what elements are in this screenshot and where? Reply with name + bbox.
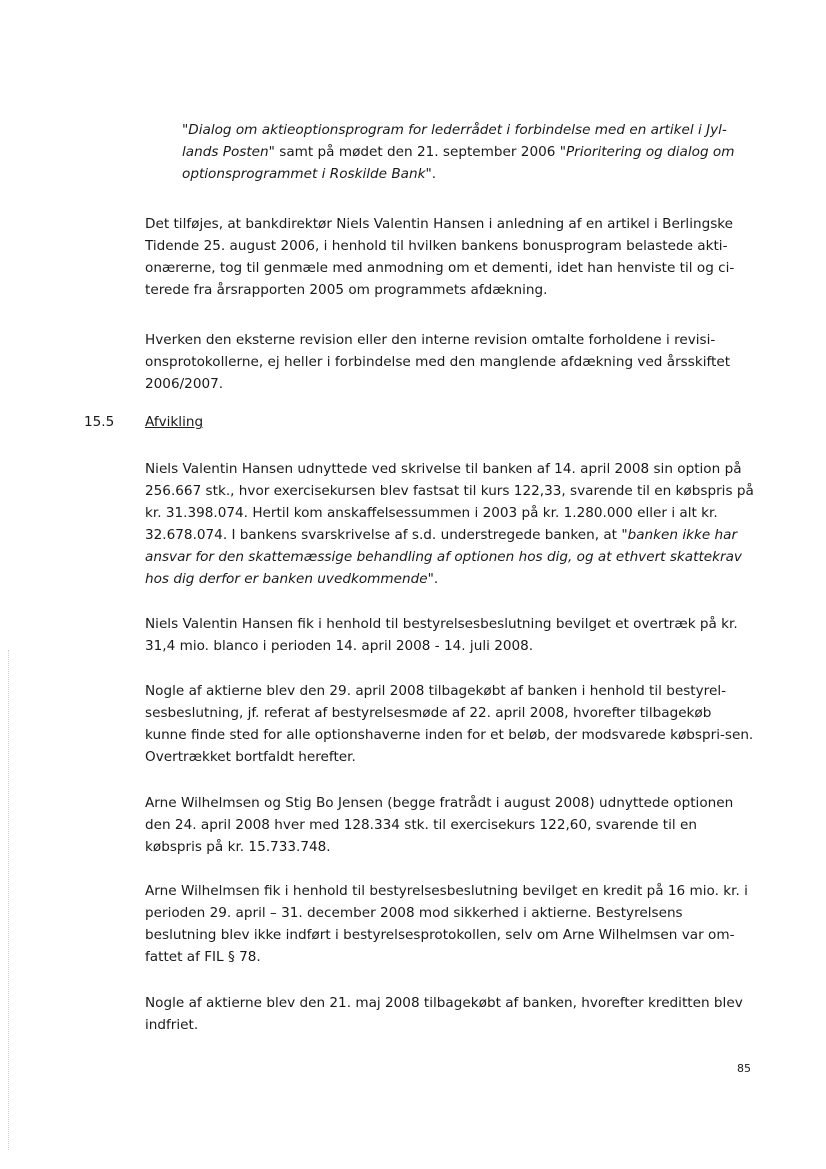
scan-edge-artifact xyxy=(8,650,9,1150)
paragraph-revision: Hverken den eksterne revision eller den interne revision omtalte forholdene i revisi-onsprotokollerne, ej heller i forbindelse med den manglende afdækning ved årsskiftet 2006/2007. xyxy=(145,332,731,392)
quote-connector: samt på mødet den 21. september 2006 xyxy=(274,144,560,160)
quote-title-1: "Dialog om aktieoptionsprogram for lederrådet i forbindelse med en artikel i Jyl-lands Posten" xyxy=(182,122,727,160)
p3-text: Niels Valentin Hansen udnyttede ved skrivelse til banken af 14. april 2008 sin option på 256.667 stk., hvor exercisekursen blev fastsat til kurs 122,33, svarende til en købspris på kr. 31.398.074. Hertil kom anskaffelsessummen i 2003 på kr. 1.280.000 eller i alt kr. 32.678.074. I bankens svarskrivelse af s.d. understregede banken, at xyxy=(145,461,754,543)
quote-title-2: "Prioritering og dialog om optionsprogrammet i Roskilde Bank" xyxy=(182,144,735,182)
p3-quote: "banken ikke har ansvar for den skattemæssige behandling af optionen hos dig, og at ethvert skattekrav hos dig derfor er banken uvedkommende" xyxy=(145,527,742,587)
paragraph-overdraft: Niels Valentin Hansen fik i henhold til bestyrelsesbeslutning bevilget et overtræk på kr. 31,4 mio. blanco i perioden 14. april 2008 - 14. juli 2008. xyxy=(145,616,738,654)
section-number: 15.5 xyxy=(84,414,115,430)
paragraph-bankdirektor-statement: Det tilføjes, at bankdirektør Niels Valentin Hansen i anledning af en artikel i Berlingske Tidende 25. august 2006, i henhold til hvilken bankens bonusprogram belastede akti-onærerne, tog til genmæle med anmodning om et dementi, idet han henviste til og ci-terede fra årsrapporten 2005 om programmets afdækning. xyxy=(145,216,735,298)
paragraph-wilhelmsen-jensen: Arne Wilhelmsen og Stig Bo Jensen (begge fratrådt i august 2008) udnyttede optionen den 24. april 2008 hver med 128.334 stk. til exercisekurs 122,60, svarende til en købspris på kr. 15.733.748. xyxy=(145,795,734,855)
paragraph-buyback-may: Nogle af aktierne blev den 21. maj 2008 tilbagekøbt af banken, hvorefter kreditten blev indfriet. xyxy=(145,995,743,1033)
quote-period: . xyxy=(431,166,437,182)
section-title: Afvikling xyxy=(145,414,204,430)
page-number: 85 xyxy=(737,1062,751,1075)
paragraph-option-exercise xyxy=(145,458,757,590)
p3-end: . xyxy=(433,571,439,587)
paragraph-buyback-april: Nogle af aktierne blev den 29. april 2008 tilbagekøbt af banken i henhold til bestyrel-sesbeslutning, jf. referat af bestyrelsesmøde af 22. april 2008, hvorefter tilbagekøb kunne finde sted for alle optionshaverne inden for et beløb, der modsvarede købspri-sen. Overtrækket bortfaldt herefter. xyxy=(145,683,754,765)
quoted-meeting-titles xyxy=(182,119,757,185)
paragraph-credit: Arne Wilhelmsen fik i henhold til bestyrelsesbeslutning bevilget en kredit på 16 mio. kr. i perioden 29. april – 31. december 2008 mod sikkerhed i aktierne. Bestyrelsens beslutning blev ikke indført i bestyrelsesprotokollen, selv om Arne Wilhelmsen var om-fattet af FIL § 78. xyxy=(145,883,748,965)
